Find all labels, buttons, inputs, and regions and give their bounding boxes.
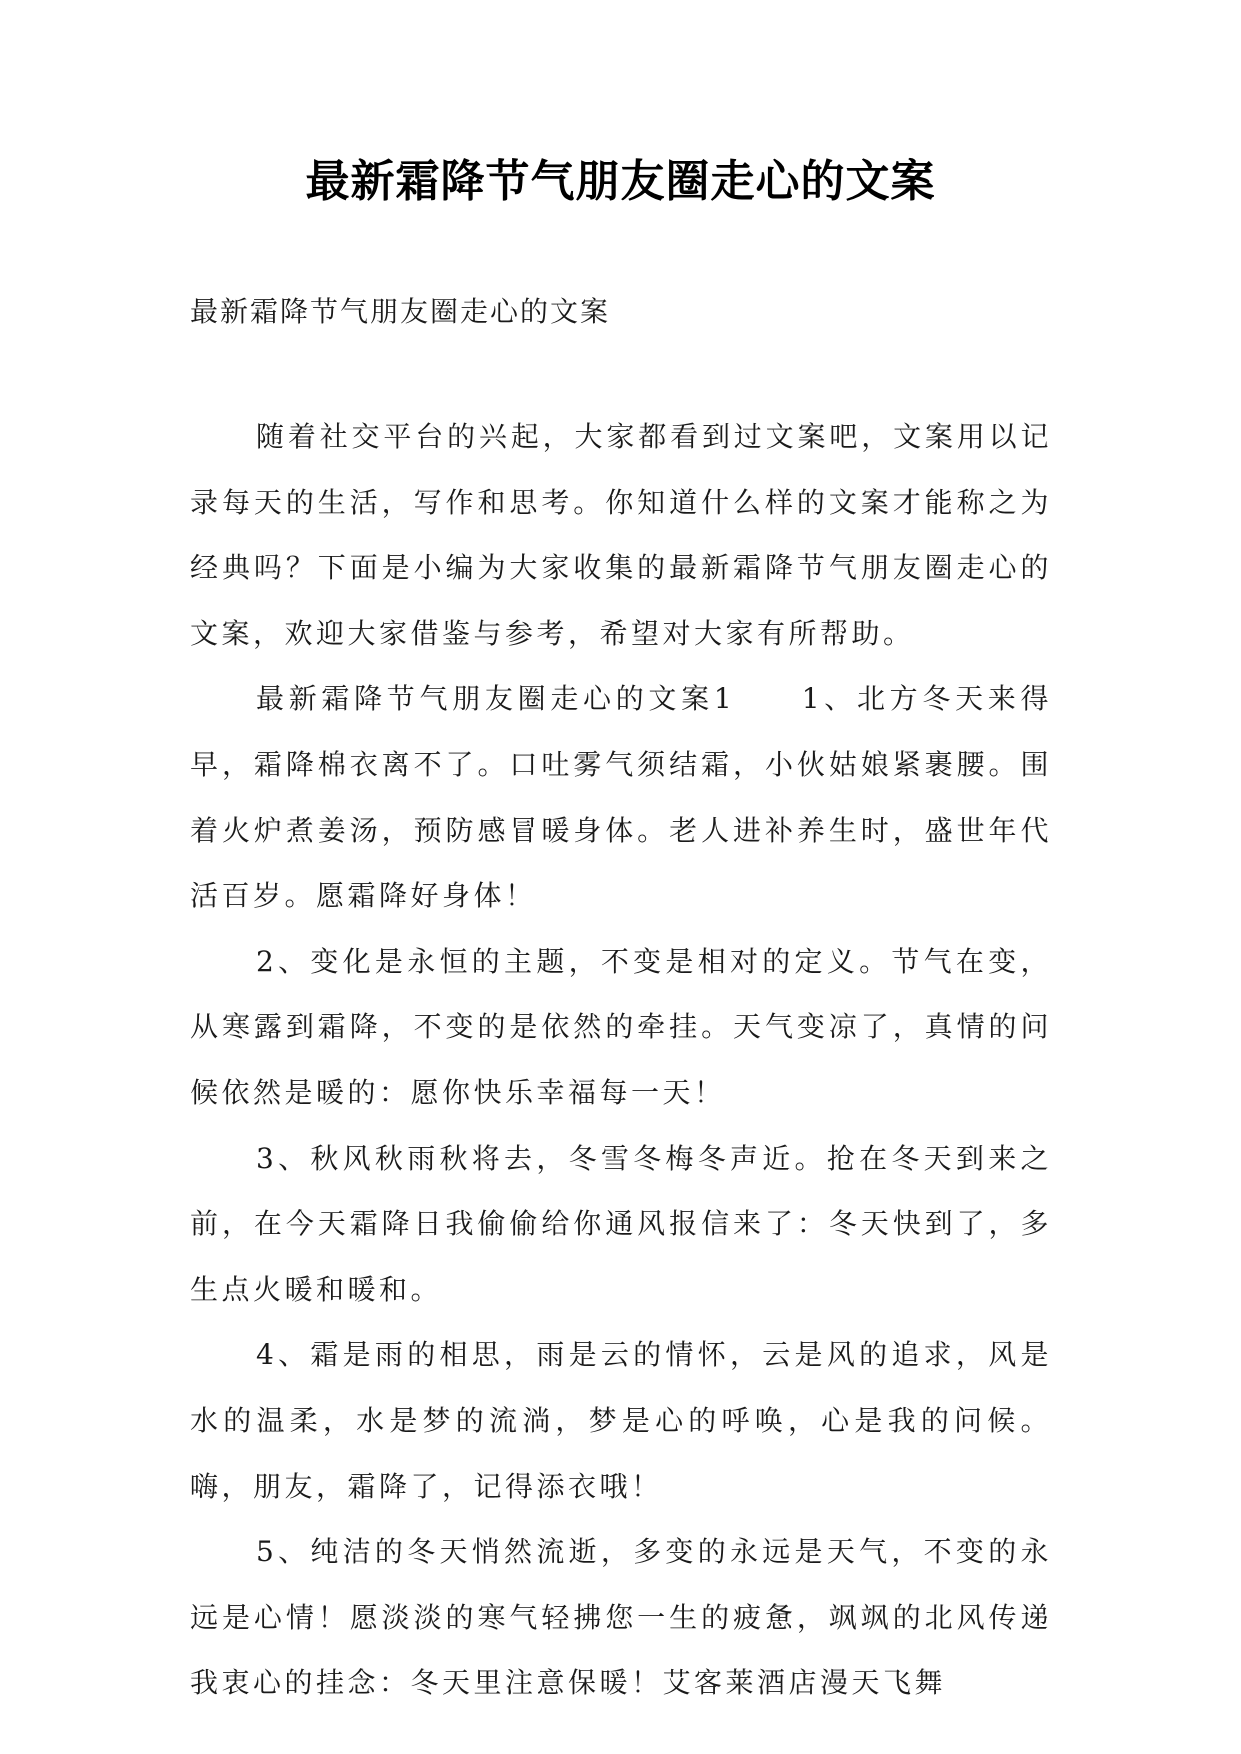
- paragraph-item-2: 2、变化是永恒的主题，不变是相对的定义。节气在变，从寒露到霜降，不变的是依然的牵挂。天气变凉了，真情的问候依然是暖的：愿你快乐幸福每一天！: [190, 944, 1052, 1109]
- paragraph-item-5: 5、纯洁的冬天悄然流逝，多变的永远是天气，不变的永远是心情！愿淡淡的寒气轻拂您一生的疲惫，飒飒的北风传递我衷心的挂念：冬天里注意保暖！艾客莱酒店漫天飞舞: [190, 1535, 1052, 1700]
- paragraph-intro: 随着社交平台的兴起，大家都看到过文案吧，文案用以记录每天的生活，写作和思考。你知道什么样的文案才能称之为经典吗？下面是小编为大家收集的最新霜降节气朋友圈走心的文案，欢迎大家借鉴与参考，希望对大家有所帮助。: [190, 420, 1052, 650]
- document-body: [190, 404, 1052, 1716]
- paragraph-item-1: 最新霜降节气朋友圈走心的文案1 1、北方冬天来得早，霜降棉衣离不了。口吐雾气须结霜，小伙姑娘紧裹腰。围着火炉煮姜汤，预防感冒暖身体。老人进补养生时，盛世年代活百岁。愿霜降好身体！: [190, 682, 1052, 913]
- paragraph-item-4: 4、霜是雨的相思，雨是云的情怀，云是风的追求，风是水的温柔，水是梦的流淌，梦是心的呼唤，心是我的问候。嗨，朋友，霜降了，记得添衣哦！: [190, 1338, 1052, 1503]
- paragraph-item-3: 3、秋风秋雨秋将去，冬雪冬梅冬声近。抢在冬天到来之前，在今天霜降日我偷偷给你通风报信来了：冬天快到了，多生点火暖和暖和。: [190, 1141, 1052, 1306]
- document-subtitle: 最新霜降节气朋友圈走心的文案: [190, 295, 611, 328]
- document-title: 最新霜降节气朋友圈走心的文案: [305, 156, 936, 207]
